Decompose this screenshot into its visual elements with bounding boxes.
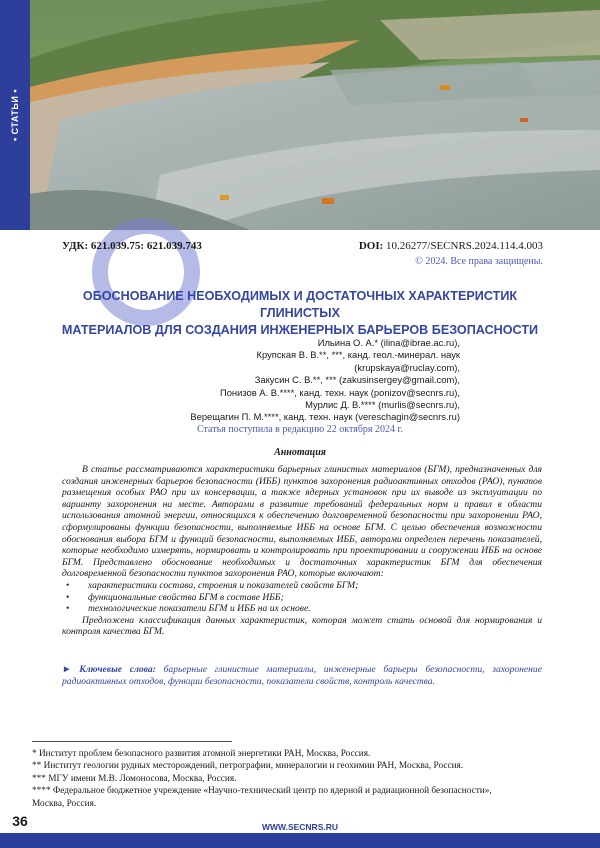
side-tab-label: • СТАТЬИ • <box>10 89 20 141</box>
section-side-tab <box>0 0 30 230</box>
hero-quarry-photo <box>0 0 600 230</box>
keywords-text: барьерные глинистые материалы, инженерные барьеры безопасности, захоронение радиоактивных отходов, функции безопасности, показатели свойств, контроль качества. <box>62 664 542 687</box>
site-url[interactable]: WWW.SECNRS.RU <box>261 822 339 832</box>
bullet-text: функциональные свойства БГМ в составе ИББ; <box>88 591 284 603</box>
abstract-heading: Аннотация <box>274 447 326 458</box>
keywords-label: Ключевые слова: <box>79 664 156 675</box>
abstract-bullet-list <box>62 580 542 615</box>
footnotes <box>32 748 552 810</box>
footnote: *** МГУ имени М.В. Ломоносова, Москва, Россия. <box>32 773 237 784</box>
article-title <box>50 288 550 339</box>
author-list <box>150 337 460 424</box>
title-line: ОБОСНОВАНИЕ НЕОБХОДИМЫХ И ДОСТАТОЧНЫХ ХАРАКТЕРИСТИК ГЛИНИСТЫХ <box>82 289 518 320</box>
copyright-notice: © 2024. Все права защищены. <box>415 256 543 267</box>
abstract-paragraph: Предложена классификация данных характеристик, которая может стать основой для нормирования и контроля качества БГМ. <box>62 614 542 638</box>
abstract-body <box>62 464 542 638</box>
bullet-item <box>62 580 542 592</box>
doi <box>359 240 543 252</box>
author-entry: Понизов А. В.****, канд. техн. наук (ponizov@secnrs.ru), <box>219 386 460 398</box>
bullet-icon: • <box>66 591 70 603</box>
author-entry: Крупская В. В.**, ***, канд. геол.-минерал. наук (krupskaya@ruclay.com), <box>256 349 460 373</box>
footnote-divider <box>32 741 232 742</box>
doi-value[interactable]: 10.26277/SECNRS.2024.114.4.003 <box>386 240 543 252</box>
footer-bar <box>0 833 600 848</box>
author-entry: Закусин С. В.**, *** (zakusinsergey@gmail.com), <box>254 374 460 386</box>
bullet-item <box>62 603 542 615</box>
bullet-item <box>62 592 542 604</box>
bullet-icon: • <box>66 603 70 615</box>
author-entry: Верещагин П. М.****, канд. техн. наук (vereschagin@secnrs.ru) <box>190 411 460 423</box>
author-entry: Ильина О. А.* (ilina@ibrae.ac.ru), <box>317 337 460 348</box>
bullet-text: технологические показатели БГМ и ИББ на их основе. <box>88 603 311 615</box>
footnote: * Институт проблем безопасного развития атомной энергетики РАН, Москва, Россия. <box>32 749 371 759</box>
bullet-icon: • <box>66 579 70 591</box>
footnote: **** Федеральное бюджетное учреждение «Научно-технический центр по ядерной и радиационной безопасности», <box>32 786 492 797</box>
footnote: ** Институт геологии рудных месторождений, петрографии, минералогии и геохимии РАН, Москва, Россия. <box>32 761 464 772</box>
udk-code: УДК: 621.039.75: 621.039.743 <box>62 240 202 252</box>
footnote: Москва, Россия. <box>32 798 97 809</box>
received-date: Статья поступила в редакцию 22 октября 2024 г. <box>197 424 403 435</box>
doi-label: DOI: <box>358 240 384 252</box>
author-entry: Мурлис Д. В.**** (murlis@secnrs.ru), <box>305 399 460 411</box>
keywords <box>62 664 542 688</box>
title-line: МАТЕРИАЛОВ ДЛЯ СОЗДАНИЯ ИНЖЕНЕРНЫХ БАРЬЕРОВ БЕЗОПАСНОСТИ <box>61 323 539 337</box>
page-number: 36 <box>12 813 28 829</box>
arrow-right-icon: ► <box>62 664 72 675</box>
bullet-text: характеристики состава, строения и показателей свойств БГМ; <box>88 579 359 591</box>
abstract-paragraph: В статье рассматриваются характеристики барьерных глинистых материалов (БГМ), предназначенных для создания инженерных барьеров безопасности (ИББ) пунктов захоронения радиоактивных отходов (РАО), пунктов размещения особых РАО при их консервации, а также ядерных установок при их выводе из эксплуатации по варианту захоронения на месте. Авторами в развитие требований федеральных норм и правил в области использования атомной энергии, относящихся к обеспечению долговременной безопасности при захоронении РАО, сформулированы функции безопасности, выполняемые ИББ на основе БГМ. С целью обеспечения возможности обоснования выбора БГМ и функций безопасности, выполняемых ИББ, авторами определен перечень показателей, которые необходимо измерять, нормировать и контролировать при проектировании и сооружении ИББ на основе БГМ. Представлено обоснование необходимых и достаточных характеристик БГМ для обеспечения долговременной безопасности пунктов захоронения РАО, которые включают: <box>62 464 542 580</box>
